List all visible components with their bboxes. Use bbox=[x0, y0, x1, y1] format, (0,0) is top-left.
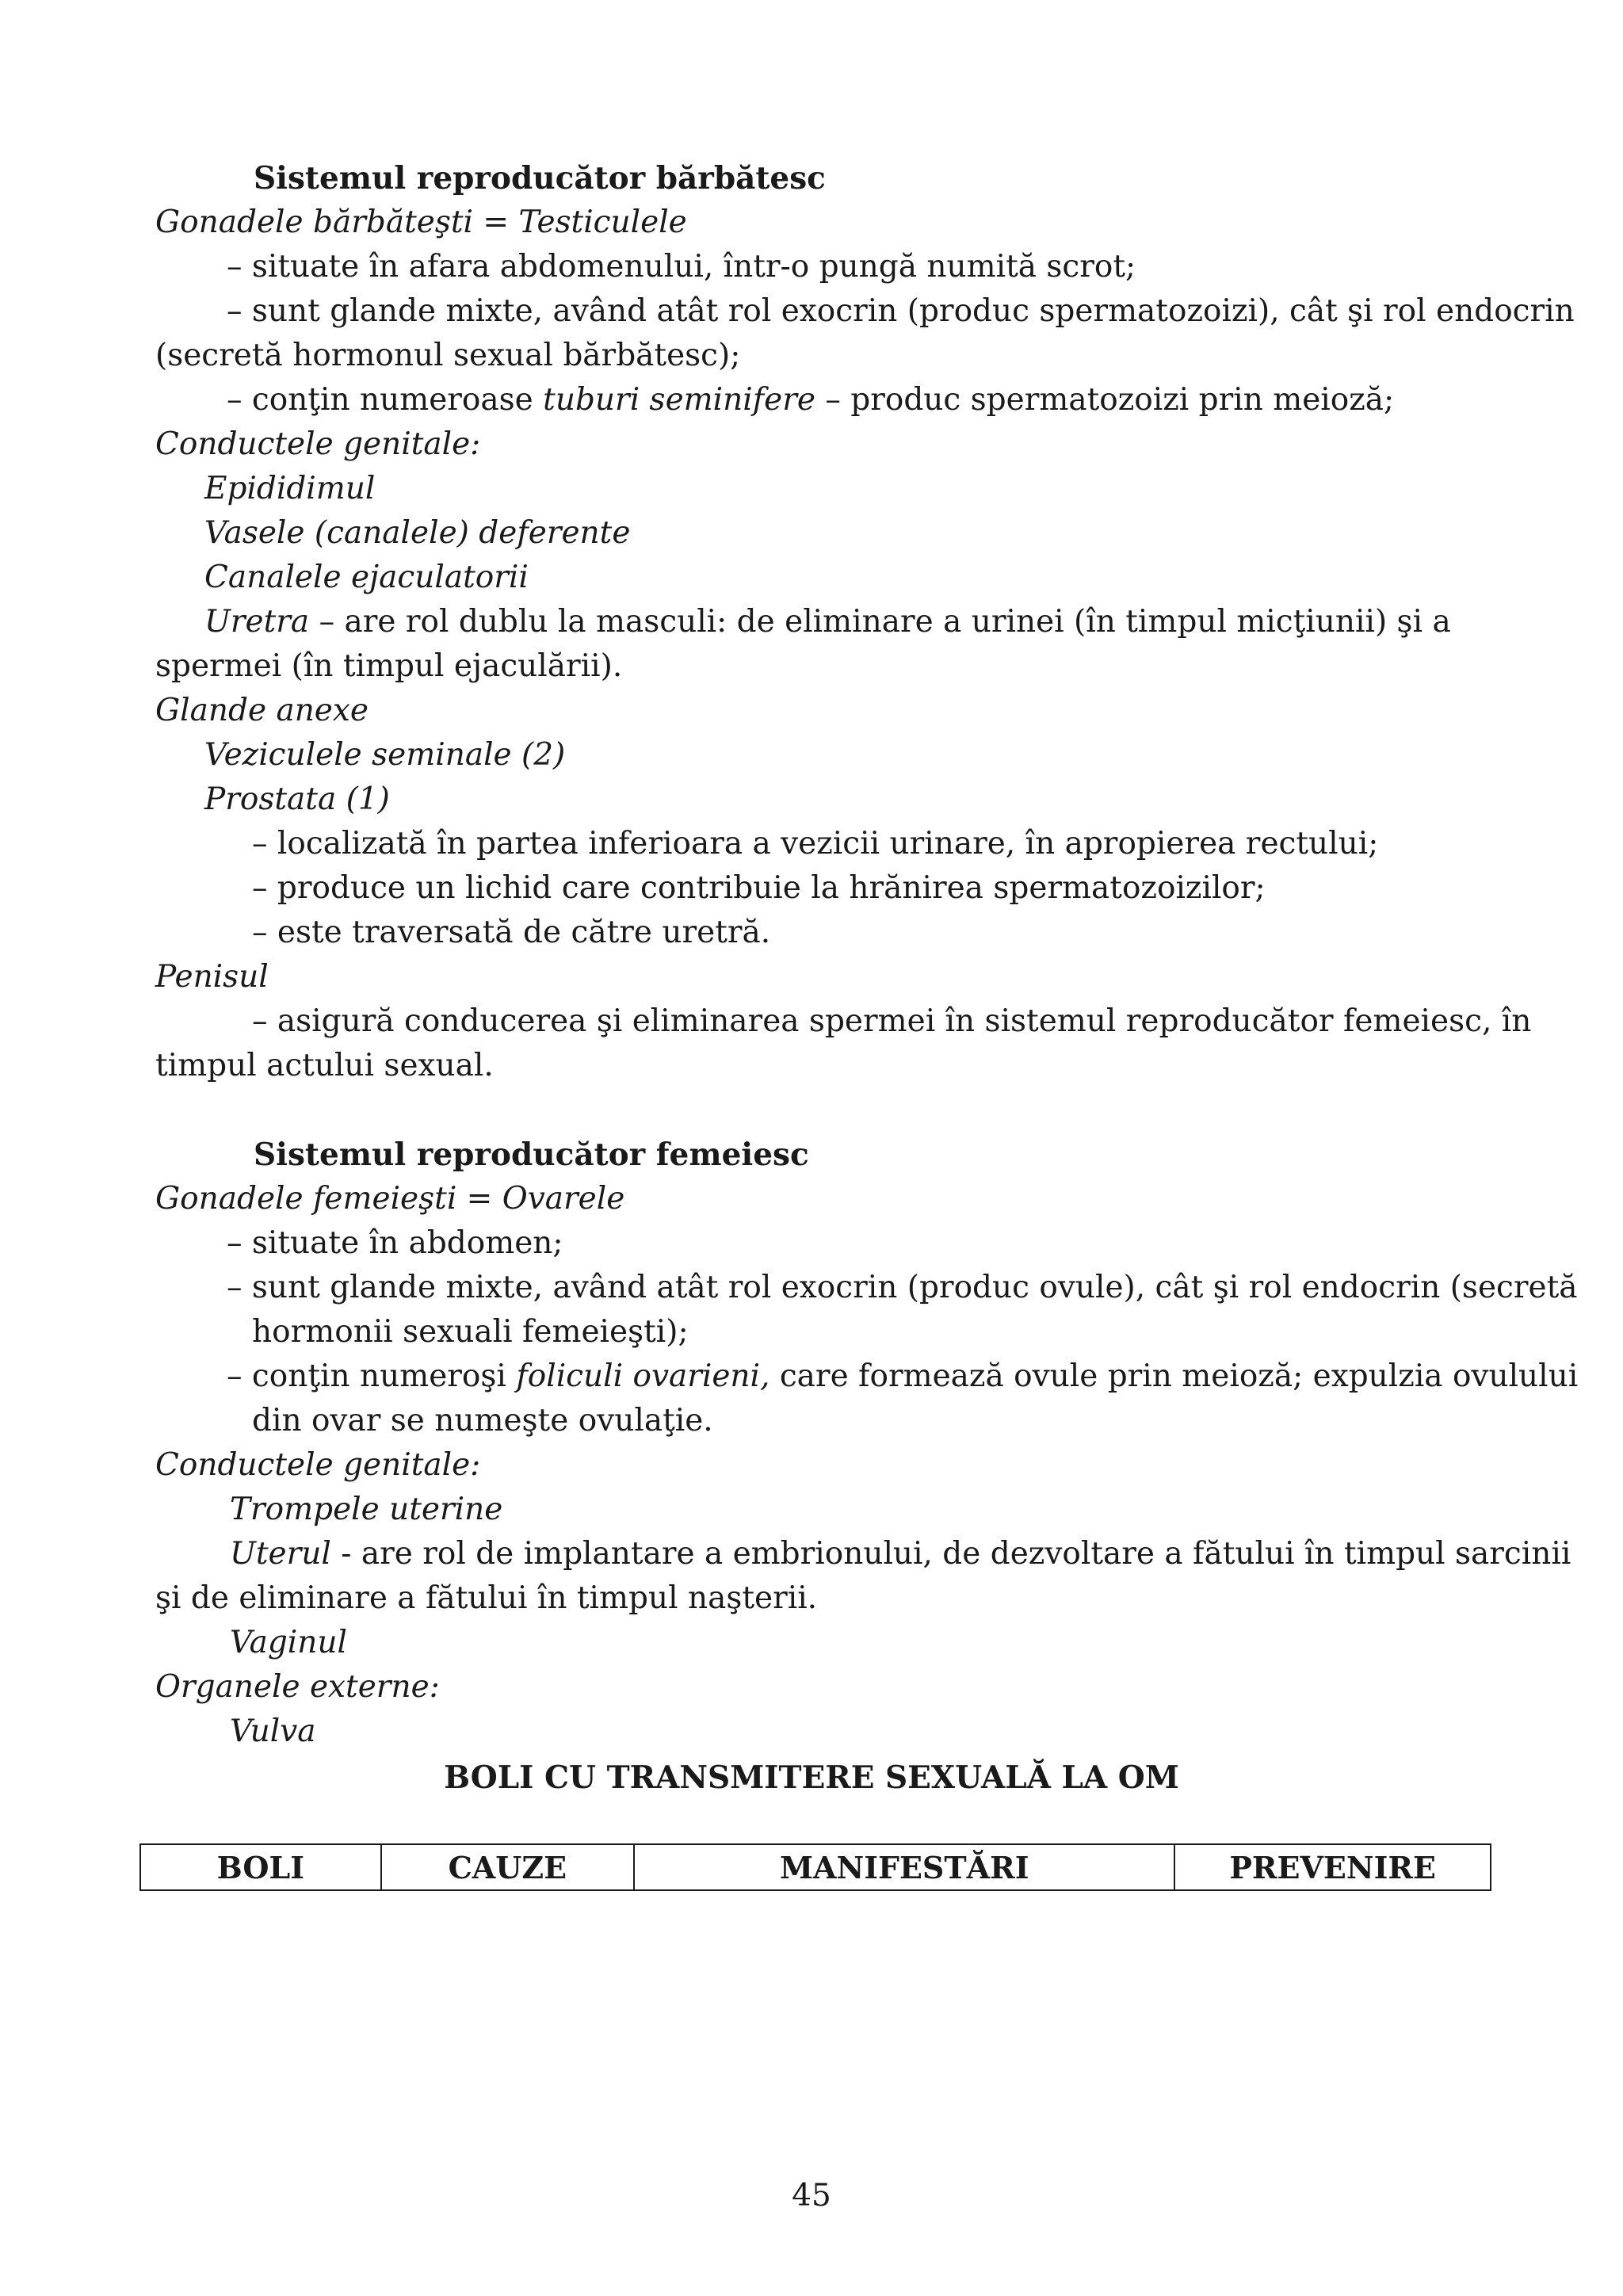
penis-heading: Penisul bbox=[155, 959, 269, 995]
female-section-title: Sistemul reproducător femeiesc bbox=[254, 1137, 809, 1173]
std-section-title: BOLI CU TRANSMITERE SEXUALĂ LA OM bbox=[444, 1759, 1179, 1796]
column-header-causes: CAUZE bbox=[381, 1844, 635, 1890]
std-table bbox=[139, 1843, 1491, 1891]
gland-seminal-vesicles: Veziculele seminale (2) bbox=[204, 737, 566, 773]
uterus-line-2: şi de eliminare a fătului în timpul naşterii. bbox=[155, 1580, 818, 1616]
male-gonads-point-2-line-2: (secretă hormonul sexual bărbătesc); bbox=[155, 338, 741, 373]
female-gonads-point-3-pre: – conţin numeroşi bbox=[227, 1358, 517, 1394]
duct-vas-deferens: Vasele (canalele) deferente bbox=[204, 515, 631, 551]
urethra-term: Uretra bbox=[204, 604, 310, 640]
male-gonads-point-1: – situate în afara abdomenului, într-o pungă numită scrot; bbox=[227, 249, 1136, 285]
external-organs-heading: Organele externe: bbox=[155, 1669, 440, 1705]
uterus-description: - are rol de implantare a embrionului, de dezvoltare a fătului în timpul sarcinii bbox=[330, 1536, 1571, 1572]
glands-heading: Glande anexe bbox=[155, 693, 369, 728]
female-gonads-point-2-line-2: hormonii sexuali femeieşti); bbox=[252, 1314, 689, 1350]
male-gonads-point-2-line-1: – sunt glande mixte, având atât rol exocrin (produc spermatozoizi), cât şi rol endocrin bbox=[227, 293, 1575, 329]
urethra-description: – are rol dublu la masculi: de eliminare a urinei (în timpul micţiunii) şi a bbox=[309, 604, 1451, 640]
duct-vagina: Vaginul bbox=[230, 1625, 347, 1660]
male-gonads-point-3-post: – produc spermatozoizi prin meioză; bbox=[815, 382, 1395, 418]
uterus-term: Uterul bbox=[230, 1536, 331, 1572]
column-header-prevention: PREVENIRE bbox=[1174, 1844, 1491, 1890]
page-number: 45 bbox=[792, 2178, 831, 2214]
female-gonads-heading: Gonadele femeieşti = Ovarele bbox=[155, 1181, 625, 1217]
female-gonads-point-2-line-1: – sunt glande mixte, având atât rol exocrin (produc ovule), cât şi rol endocrin (secretă bbox=[227, 1270, 1578, 1305]
external-vulva: Vulva bbox=[230, 1713, 316, 1749]
prostate-point-1: – localizată în partea inferioara a vezicii urinare, în apropierea rectului; bbox=[252, 826, 1379, 861]
duct-fallopian-tubes: Trompele uterine bbox=[230, 1492, 503, 1527]
gland-prostate: Prostata (1) bbox=[204, 781, 390, 817]
duct-epididymis: Epididimul bbox=[204, 471, 376, 506]
male-gonads-heading: Gonadele bărbăteşti = Testiculele bbox=[155, 204, 687, 240]
female-gonads-point-3-line-2: din ovar se numeşte ovulaţie. bbox=[252, 1403, 713, 1438]
uterus-line-1 bbox=[230, 1532, 1571, 1576]
female-gonads-point-1: – situate în abdomen; bbox=[227, 1225, 563, 1261]
prostate-point-2: – produce un lichid care contribuie la hrănirea spermatozoizilor; bbox=[252, 870, 1266, 906]
male-ducts-heading: Conductele genitale: bbox=[155, 426, 481, 462]
female-gonads-point-3-post: care formează ovule prin meioză; expulzia ovulului bbox=[769, 1358, 1579, 1394]
column-header-manifestations: MANIFESTĂRI bbox=[634, 1844, 1174, 1890]
penis-line-1: – asigură conducerea şi eliminarea spermei în sistemul reproducător femeiesc, în bbox=[252, 1003, 1532, 1039]
penis-line-2: timpul actului sexual. bbox=[155, 1048, 494, 1083]
duct-ejaculatory: Canalele ejaculatorii bbox=[204, 560, 529, 595]
urethra-line-1 bbox=[204, 600, 1451, 644]
seminiferous-tubules-term: tuburi seminifere bbox=[543, 382, 815, 418]
urethra-line-2: spermei (în timpul ejaculării). bbox=[155, 648, 623, 684]
female-ducts-heading: Conductele genitale: bbox=[155, 1447, 481, 1483]
ovarian-follicles-term: foliculi ovarieni, bbox=[516, 1358, 770, 1394]
female-gonads-point-3-line-1 bbox=[227, 1354, 1578, 1399]
column-header-diseases: BOLI bbox=[140, 1844, 381, 1890]
male-section-title: Sistemul reproducător bărbătesc bbox=[254, 160, 826, 197]
std-table-header-row bbox=[140, 1844, 1491, 1890]
prostate-point-3: – este traversată de către uretră. bbox=[252, 915, 771, 950]
male-gonads-point-3-pre: – conţin numeroase bbox=[227, 382, 544, 418]
male-gonads-point-3 bbox=[227, 378, 1394, 422]
